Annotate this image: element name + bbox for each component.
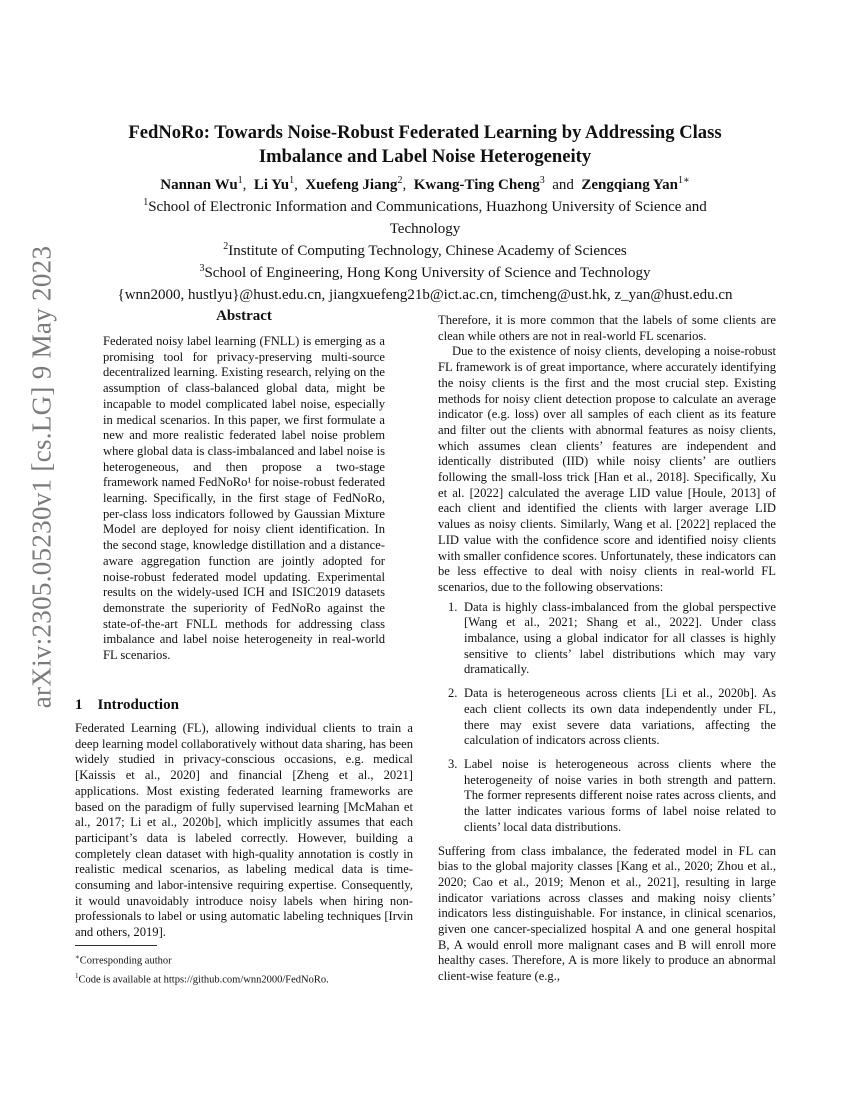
author-name: Zengqiang Yan [581,177,678,193]
observation-number: 2. [448,686,458,701]
right-paragraph-3: Suffering from class imbalance, the federated model in FL can bias to the global majority classes [Kang et al., 2020; Zhou et al., 2020; Cao et al., 2019; Menon et al., 2021], resulting in large indicator variations across classes and making noisy clients’ indicators less distinguishable. For instance, in clinical scenarios, given one cancer-specialized hospital A and one general hospital B, A would enroll more malignant cases and B will enroll more healthy cases. Therefore, A is more likely to produce an abnormal client-wise feature (e.g., [438,843,776,984]
author-name: Nannan Wu [160,177,238,193]
author-name: Xuefeng Jiang [305,177,398,193]
author-affil-mark: 3 [539,175,545,186]
author-name: Kwang-Ting Cheng [413,177,540,193]
author-list: Nannan Wu$^1$, Li Yu$^1$, Xuefeng Jiang$^2$, Kwang-Ting Cheng$^3$ and Zengqiang Yan$^{1∗}$ [160,175,690,193]
footnote-text: Corresponding author [79,955,172,967]
affil-text: Institute of Computing Technology, Chinese Academy of Sciences [228,243,627,259]
observation-number: 1. [448,599,458,614]
affil-text: School of Engineering, Hong Kong University of Science and Technology [204,265,651,281]
affiliation-2 [60,240,790,262]
right-paragraph-1: Therefore, it is more common that the labels of some clients are clean while others are not in real-world FL scenarios. [438,313,776,343]
section-title: Introduction [97,697,179,713]
observation-text: Label noise is heterogeneous across clients where the heterogeneity of noise varies in both strength and pattern. The former represents different noise rates across clients, and the latter indicates various forms of label noise related to clients’ local data distributions. [464,756,776,834]
observation-number: 3. [448,756,458,771]
affil-mark: 2 [223,241,229,252]
affiliation-1-cont [60,218,790,240]
title-line-2: Imbalance and Label Noise Heterogeneity [258,146,592,167]
author-affil-mark: 1∗ [677,175,690,186]
right-column [438,313,776,985]
section-number: 1 [75,697,83,713]
observation-text: Data is heterogeneous across clients [Li et al., 2020b]. As each client collects its own data independently under FL, there may exist severe data variations, affecting the calculation of indicators across clients. [464,686,776,748]
affiliation-1 [60,196,790,218]
author-affil-mark: 1 [237,175,243,186]
arxiv-stamp-text: arXiv:2305.05230v1 [cs.LG] 9 May 2023 [26,245,57,709]
author-name: Li Yu [253,177,290,193]
observation-item [438,686,776,749]
observations-list [438,600,776,836]
affil-mark: 3 [199,263,205,274]
footnote-code [75,969,415,988]
affil-mark: 1 [143,197,149,208]
footnote-rule [75,945,157,946]
affil-text: Technology [389,221,461,237]
footnotes [75,950,415,987]
right-paragraph-2: Due to the existence of noisy clients, developing a noise-robust FL framework is of great importance, where accurately identifying the noisy clients is the first and the most crucial step. Existing methods for noisy client detection propose to calculate an average indicator (e.g. loss) over all samples of each client as its feature and filter out the clients with abnormal features as noisy clients, which assumes clean clients’ features are independent and identically distributed (IID) while noisy clients’ are outliers following the small-loss trick [Han et al., 2018]. Specifically, Xu et al. [2022] calculated the average LID value [Houle, 2013] of each client and identified the clients with larger average LID values as noisy clients. Similarly, Wang et al. [2022] replaced the LID value with the confidence score and identified noisy clients with smaller confidence scores. Unfortunately, these indicators can be less effective to deal with noisy clients in real-world FL scenarios, due to the following observations: [438,344,776,594]
author-and: and [552,177,574,193]
footnote-mark: 1 [75,971,79,980]
author-block [60,174,790,306]
author-affil-mark: 1 [289,175,295,186]
author-emails [60,284,790,306]
abstract-heading: Abstract [216,308,272,324]
footnote-text: Code is available at https://github.com/wnn2000/FedNoRo. [78,974,329,985]
abstract-text: Federated noisy label learning (FNLL) is emerging as a promising tool for privacy-preserving multi-source decentralized learning. Existing research, relying on the assumption of class-balanced global data, might be incapable to model complicated label noise, especially in medical scenarios. In this paper, we first formulate a new and more realistic federated label noise problem where global data is class-imbalanced and label noise is heterogeneous, and then propose a two-stage framework named FedNoRo¹ for noise-robust federated learning. Specifically, in the first stage of FedNoRo, per-class loss indicators followed by Gaussian Mixture Model are deployed for noisy client identification. In the second stage, knowledge distillation and a distance-aware aggregation function are jointly adopted for noise-robust federated model updating. Experimental results on the widely-used ICH and ISIC2019 datasets demonstrate the superiority of FedNoRo against the state-of-the-art FNLL methods for addressing class imbalance and label noise heterogeneity in real-world FL scenarios. [103,334,385,663]
section-heading-introduction [75,697,179,714]
introduction-body [75,721,413,941]
affiliation-3 [60,262,790,284]
arxiv-stamp [22,245,62,709]
affil-text: School of Electronic Information and Communications, Huazhong University of Science and [148,199,707,215]
footnote-corresponding [75,950,415,969]
title-line-1: FedNoRo: Towards Noise-Robust Federated Learning by Addressing Class [128,122,722,143]
author-affil-mark: 2 [397,175,403,186]
footnote-mark: ∗ [75,953,80,961]
observation-item [438,757,776,836]
email-list: {wnn2000, hustlyu}@hust.edu.cn, jiangxuefeng21b@ict.ac.cn, timcheng@ust.hk, z_yan@hust.edu.cn [117,287,733,303]
observation-item [438,600,776,679]
intro-paragraph: Federated Learning (FL), allowing individual clients to train a deep learning model collaboratively without data sharing, has been widely studied in privacy-conscious occasions, e.g. medical [Kaissis et al., 2020] and financial [Zheng et al., 2021] applications. Most existing federated learning frameworks are based on the paradigm of fully supervised learning [McMahan et al., 2017; Li et al., 2020b], which implicitly assumes that each participant’s data is labeled correctly. However, building a completely clean dataset with high-quality annotation is costly in realistic medical scenarios, as labeling medical data is time-consuming and labor-intensive requiring expertise. Consequently, it would unavoidably introduce noisy labels when hiring non-professionals to label or using automatic labeling techniques [Irvin and others, 2019]. [75,721,413,940]
abstract-body [103,334,385,664]
observation-text: Data is highly class-imbalanced from the global perspective [Wang et al., 2021; Shang et al., 2022]. Under class imbalance, using a global indicator for all classes is highly sensitive to clients’ label distributions which may vary dramatically. [464,599,776,677]
paper-title [60,121,790,169]
